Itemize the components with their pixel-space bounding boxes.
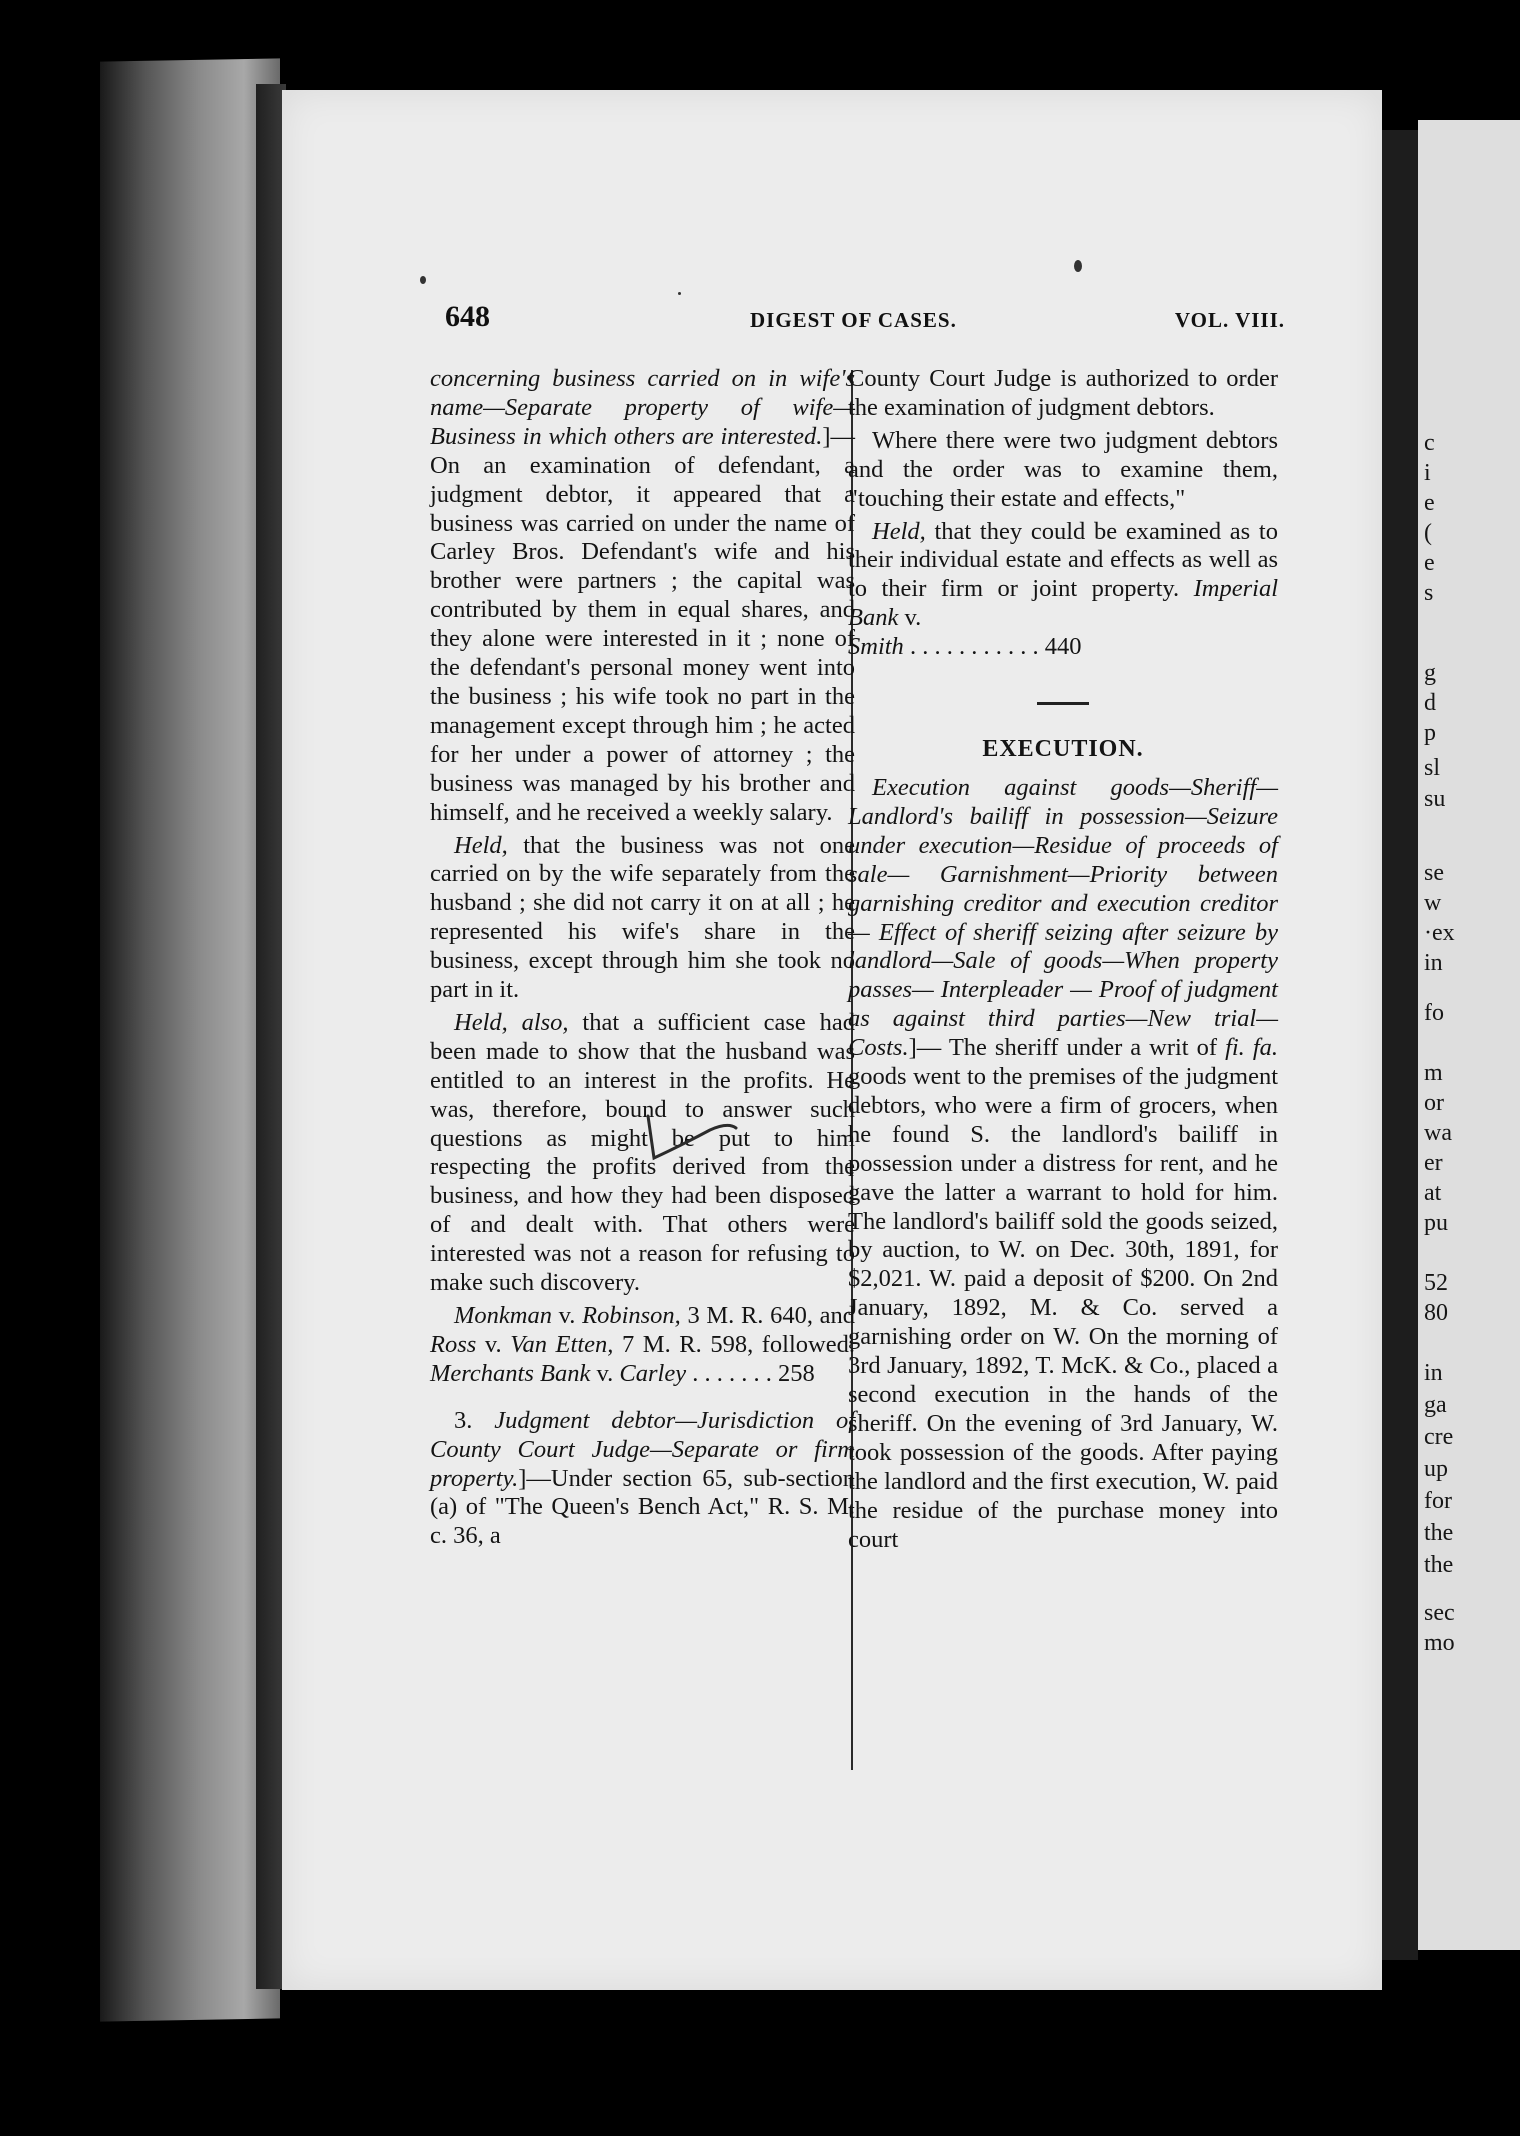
- handwritten-check-icon: [640, 1108, 750, 1168]
- paragraph-held-1: [430, 832, 855, 1005]
- next-page-fragment: 52: [1424, 1270, 1448, 1296]
- next-page-fragment: the: [1424, 1520, 1454, 1546]
- citation-text: v.: [590, 1359, 620, 1387]
- section-rule: [1037, 702, 1089, 705]
- paragraph-business-wife: [430, 365, 855, 828]
- headnote-italic: concerning business carried on in wife's name—Separate property of wife—Business in which others are interested.: [430, 365, 855, 450]
- paragraph-text: ]—Under section 65, sub-section (a) of "The Queen's Bench Act," R. S. M. c. 36, a: [430, 1464, 855, 1550]
- case-name: Smith: [848, 633, 904, 661]
- held-also-label: Held, also,: [454, 1008, 569, 1036]
- next-page-fragment: su: [1424, 786, 1446, 812]
- book-page-edges: [100, 58, 280, 2021]
- next-page-fragment: w: [1424, 890, 1442, 916]
- next-page-fragment: e: [1424, 490, 1435, 516]
- held-label: Held,: [454, 831, 508, 859]
- writ-name: fi. fa.: [1225, 1034, 1279, 1062]
- volume-label: VOL. VIII.: [1174, 308, 1285, 332]
- leader-dots: . . . . . . .: [692, 1359, 772, 1387]
- scan-speck: [678, 292, 681, 295]
- next-page-fragment: s: [1424, 580, 1434, 606]
- scan-speck: [1074, 260, 1082, 272]
- case-name: Monkman: [454, 1302, 552, 1329]
- next-page-fragment: g: [1424, 660, 1436, 686]
- next-page-fragment: in: [1424, 1360, 1443, 1386]
- paragraph-text: goods went to the premises of the judgment debtors, who were a firm of grocers, when he found S. the landlord's bailiff in possession under a distress for rent, and he gave the latter a warrant to hold for him. The landlord's bailiff sold the goods seized, by auction, to W. on Dec. 30th, 1891, for $2,021. W. paid a deposit of $200. On 2nd January, 1892, M. & Co. served a garnishing order on W. On the morning of 3rd January, 1892, T. McK. & Co., placed a second execution in the hands of the sheriff. On the evening of 3rd January, W. took possession of the goods. After paying the landlord and the first execution, W. paid the residue of the purchase money into court: [848, 1063, 1278, 1553]
- next-page-fragment: er: [1424, 1150, 1443, 1176]
- citation-text: v.: [476, 1330, 511, 1358]
- next-page-fragment: c: [1424, 430, 1435, 456]
- next-page-fragment: ·ex: [1424, 920, 1455, 946]
- next-page-fragment: for: [1424, 1488, 1452, 1514]
- next-page-fragment: ga: [1424, 1392, 1447, 1418]
- paragraph-judgment-debtor: [430, 1407, 855, 1552]
- page-fold-shadow: [1382, 130, 1418, 1960]
- page-reference: 258: [777, 1359, 815, 1387]
- headnote-italic: Execution against goods—Sheriff—Landlord's bailiff in possession—Seizure under execution—Residue of proceeds of sale— Garnishment—Priority between garnishing creditor and execution creditor— Effect of sheriff seizing after seizure by landlord—Sale of goods—When property passes— Interpleader — Proof of judgment as against third parties—New trial— Costs.: [848, 773, 1278, 1062]
- paragraph-text: that a sufficient case had been made to show that the husband was entitled to an interest in the profits. He was, therefore, bound to answer such questions as might be put to him respecting the profits derived from the business, and how they had been disposed of and dealt with. That others were interested was not a reason for refusing to make such discovery.: [430, 1008, 855, 1297]
- next-page-fragment: in: [1424, 950, 1443, 976]
- next-page-fragment: at: [1424, 1180, 1442, 1206]
- citation-text: 3 M. R. 640, and: [680, 1302, 855, 1329]
- next-page-fragment: fo: [1424, 1000, 1444, 1026]
- paragraph-two-debtors: Where there were two judgment debtors and the order was to examine them, "touching their estate and effects,": [848, 426, 1278, 512]
- next-page-fragment: cre: [1424, 1424, 1454, 1450]
- held-label: Held,: [872, 517, 926, 545]
- page-number: 648: [445, 300, 490, 333]
- paragraph-execution: [848, 774, 1278, 1554]
- citation-text: v.: [898, 604, 922, 632]
- next-page-strip: [1418, 120, 1520, 1950]
- scan-speck: [420, 276, 426, 284]
- case-citation: [430, 1302, 855, 1389]
- paragraph-text: that they could be examined as to their individual estate and effects as well as to their firm or joint property.: [848, 517, 1278, 603]
- next-page-fragment: up: [1424, 1456, 1448, 1482]
- paragraph-county-court: County Court Judge is authorized to order the examination of judgment debtors.: [848, 365, 1278, 421]
- case-name: Robinson,: [582, 1302, 681, 1329]
- case-name: Van Etten,: [510, 1330, 614, 1358]
- next-page-fragment: i: [1424, 460, 1431, 486]
- item-number: 3.: [454, 1406, 495, 1434]
- citation-text: v.: [551, 1302, 583, 1329]
- right-column: [848, 365, 1278, 1558]
- next-page-fragment: se: [1424, 860, 1444, 886]
- next-page-fragment: wa: [1424, 1120, 1452, 1146]
- paragraph-held: [848, 518, 1278, 663]
- page-reference: 440: [1044, 633, 1082, 661]
- next-page-fragment: sec: [1424, 1600, 1455, 1626]
- next-page-fragment: 80: [1424, 1300, 1448, 1326]
- leader-dots: . . . . . . . . . . .: [909, 633, 1039, 661]
- case-name: Ross: [430, 1330, 477, 1358]
- next-page-fragment: pu: [1424, 1210, 1448, 1236]
- paragraph-text: ]— The sheriff under a writ of: [908, 1034, 1226, 1062]
- page-header: [445, 300, 1285, 350]
- running-title: DIGEST OF CASES.: [750, 308, 957, 332]
- next-page-fragment: or: [1424, 1090, 1444, 1116]
- case-name: Merchants Bank: [430, 1359, 591, 1387]
- left-column: [430, 365, 855, 1555]
- next-page-fragment: e: [1424, 550, 1435, 576]
- headnote-italic: Judgment debtor—Jurisdiction of County Court Judge—Separate or firm property.: [430, 1406, 855, 1492]
- next-page-fragment: sl: [1424, 755, 1441, 781]
- next-page-fragment: mo: [1424, 1630, 1455, 1656]
- next-page-fragment: m: [1424, 1060, 1443, 1086]
- paragraph-text: that the business was not one carried on by the wife separately from the husband ; she did not carry it on at all ; he represented his wife's share in the business, except through him she took no part in it.: [430, 831, 855, 1004]
- citation-text: 7 M. R. 598, followed.: [613, 1330, 855, 1358]
- section-title-execution: EXECUTION.: [982, 736, 1144, 763]
- next-page-fragment: (: [1424, 520, 1432, 546]
- next-page-fragment: p: [1424, 720, 1436, 746]
- case-name: Imperial Bank: [848, 575, 1278, 632]
- next-page-fragment: d: [1424, 690, 1436, 716]
- next-page-fragment: the: [1424, 1552, 1454, 1578]
- paragraph-text: ]—On an examination of defendant, a judgment debtor, it appeared that a business was carried on under the name of Carley Bros. Defendant's wife and his brother were partners ; the capital was contributed by them in equal shares, and they alone were interested in it ; none of the defendant's personal money went into the business ; his wife took no part in the management except through him ; he acted for her under a power of attorney ; the business was managed by his brother and himself, and he received a weekly salary.: [430, 422, 855, 826]
- case-name: Carley: [619, 1359, 687, 1387]
